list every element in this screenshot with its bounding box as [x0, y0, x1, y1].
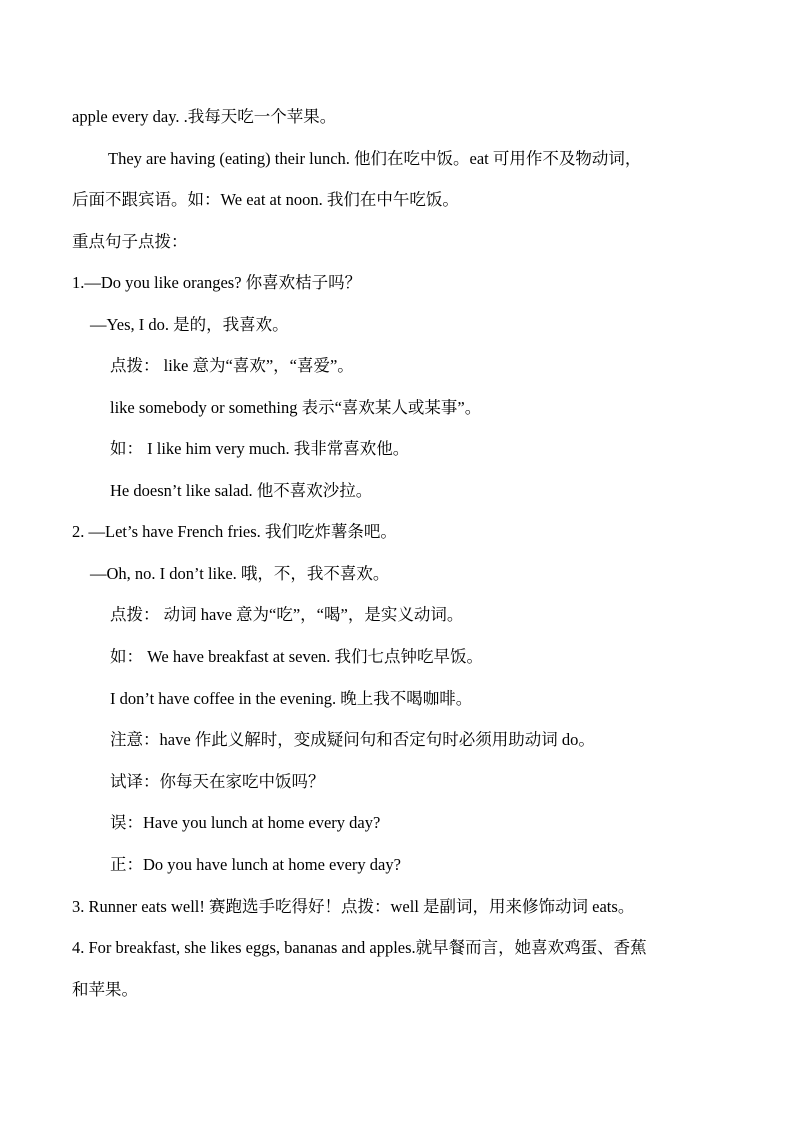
text-line-22: 和苹果。 — [72, 980, 138, 999]
text-line-3: 后面不跟宾语。如：We eat at noon. 我们在中午吃饭。 — [72, 190, 459, 209]
text-line-6: —Yes, I do. 是的，我喜欢。 — [90, 315, 289, 334]
text-line-2: They are having (eating) their lunch. 他们在吃中饭。eat 可用作不及物动词， — [108, 149, 642, 168]
section-heading: 重点句子点拨： — [72, 232, 188, 251]
text-line-11: 2. —Let’s have French fries. 我们吃炸薯条吧。 — [72, 522, 397, 541]
text-line-9: 如： I like him very much. 我非常喜欢他。 — [110, 439, 410, 458]
text-line-16: 注意：have 作此义解时，变成疑问句和否定句时必须用助动词 do。 — [110, 730, 595, 749]
text-line-14: 如： We have breakfast at seven. 我们七点钟吃早饭。 — [110, 647, 484, 666]
text-line-12: —Oh, no. I don’t like. 哦，不，我不喜欢。 — [90, 564, 390, 583]
text-line-1: apple every day. .我每天吃一个苹果。 — [72, 107, 337, 126]
text-line-20: 3. Runner eats well! 赛跑选手吃得好！点拨：well 是副词，用来修饰动词 eats。 — [72, 897, 635, 916]
text-line-10: He doesn’t like salad. 他不喜欢沙拉。 — [110, 481, 373, 500]
text-line-8: like somebody or something 表示“喜欢某人或某事”。 — [110, 398, 482, 417]
text-line-5: 1.—Do you like oranges? 你喜欢桔子吗？ — [72, 273, 362, 292]
text-line-15: I don’t have coffee in the evening. 晚上我不喝咖啡。 — [110, 689, 473, 708]
text-line-13: 点拨： 动词 have 意为“吃”，“喝”，是实义动词。 — [110, 605, 464, 624]
text-line-7: 点拨： like 意为“喜欢”，“喜爱”。 — [110, 356, 354, 375]
text-line-21: 4. For breakfast, she likes eggs, bananas and apples.就早餐而言，她喜欢鸡蛋、香蕉 — [72, 938, 647, 957]
text-line-18: 误：Have you lunch at home every day? — [110, 813, 381, 832]
text-line-19: 正：Do you have lunch at home every day? — [110, 855, 401, 874]
text-line-17: 试译：你每天在家吃中饭吗？ — [110, 772, 325, 791]
